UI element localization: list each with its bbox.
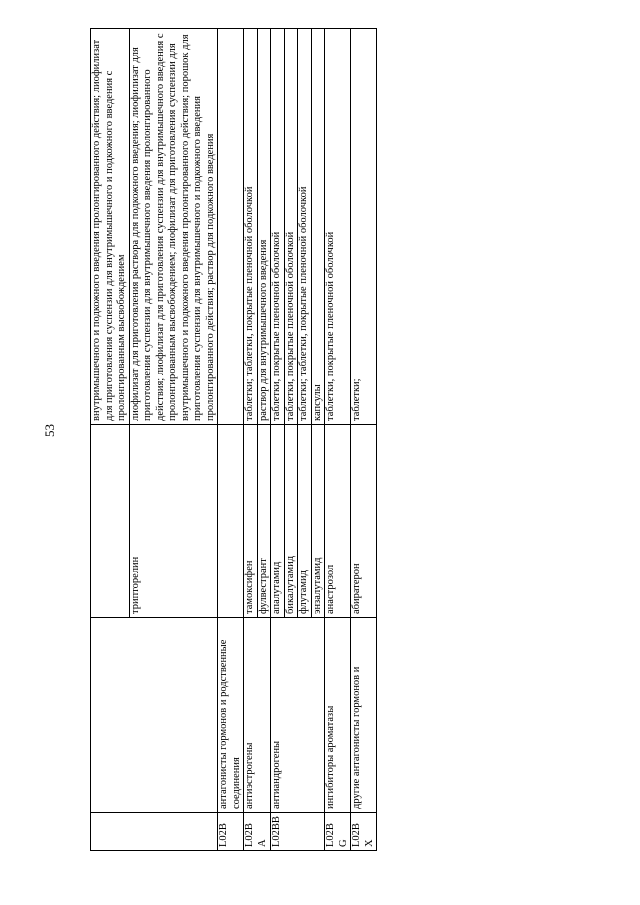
drug-name-cell: тамоксифен — [244, 425, 258, 618]
rotated-table-wrapper — [90, 28, 560, 851]
dosage-form-cell: таблетки, покрытые пленочной оболочкой — [271, 29, 285, 425]
drug-name-cell: апалутамид — [271, 425, 285, 618]
table-row — [325, 29, 351, 851]
dosage-form-cell: раствор для внутримышечного введения — [257, 29, 271, 425]
table-row — [91, 29, 130, 851]
dosage-form-cell: внутримышечного и подкожного введения пролонгированного действия; лиофилизат для приготовления суспензии для внутримышечного и подкожного введения с пролонгированным высвобождением — [91, 29, 130, 425]
atc-code-cell: L02B — [218, 813, 244, 851]
drug-name-cell: анастрозол — [325, 425, 351, 618]
group-name-cell: ингибиторы ароматазы — [325, 618, 351, 813]
drug-name-cell — [91, 425, 130, 618]
dosage-form-cell: таблетки; таблетки, покрытые пленочной оболочкой — [298, 29, 312, 425]
table-row — [351, 29, 377, 851]
drug-name-cell: флутамид — [298, 425, 312, 618]
drug-name-cell — [218, 425, 244, 618]
drug-name-cell: бикалутамид — [284, 425, 298, 618]
dosage-form-cell: капсулы — [311, 29, 325, 425]
atc-code-cell: L02BX — [351, 813, 377, 851]
dosage-form-cell: таблетки, покрытые пленочной оболочкой — [284, 29, 298, 425]
table-row — [271, 29, 285, 851]
atc-code-cell: L02BB — [271, 813, 325, 851]
dosage-form-cell: таблетки; таблетки, покрытые пленочной оболочкой — [244, 29, 258, 425]
dosage-form-cell: таблетки; — [351, 29, 377, 425]
group-name-cell: другие антагонисты гормонов и — [351, 618, 377, 813]
group-name-cell — [91, 618, 218, 813]
table-row — [244, 29, 258, 851]
atc-code-cell: L02BA — [244, 813, 271, 851]
page-number: 53 — [42, 424, 57, 437]
drug-table — [90, 28, 377, 851]
drug-name-cell: трипторелин — [129, 425, 218, 618]
group-name-cell: антиэстрогены — [244, 618, 271, 813]
dosage-form-cell: лиофилизат для приготовления раствора для подкожного введения; лиофилизат для приготовления суспензии для внутримышечного введения пролонгированного действия; лиофилизат для приготовления суспензии для внутримышечного введения с пролонгированным высвобождением; лиофилизат для приготовления суспензии для внутримышечного и подкожного введения пролонгированного действия; порошок для приготовления суспензии для внутримышечного и подкожного введения пролонгированного действия; раствор для подкожного введения — [129, 29, 218, 425]
group-name-cell: антиандрогены — [271, 618, 325, 813]
drug-name-cell: энзалутамид — [311, 425, 325, 618]
dosage-form-cell — [218, 29, 244, 425]
group-name-cell: антагонисты гормонов и родственные соединения — [218, 618, 244, 813]
drug-name-cell: абиратерон — [351, 425, 377, 618]
atc-code-cell — [91, 813, 218, 851]
drug-name-cell: фулвестрант — [257, 425, 271, 618]
table-row — [218, 29, 244, 851]
dosage-form-cell: таблетки, покрытые пленочной оболочкой — [325, 29, 351, 425]
atc-code-cell: L02BG — [325, 813, 351, 851]
